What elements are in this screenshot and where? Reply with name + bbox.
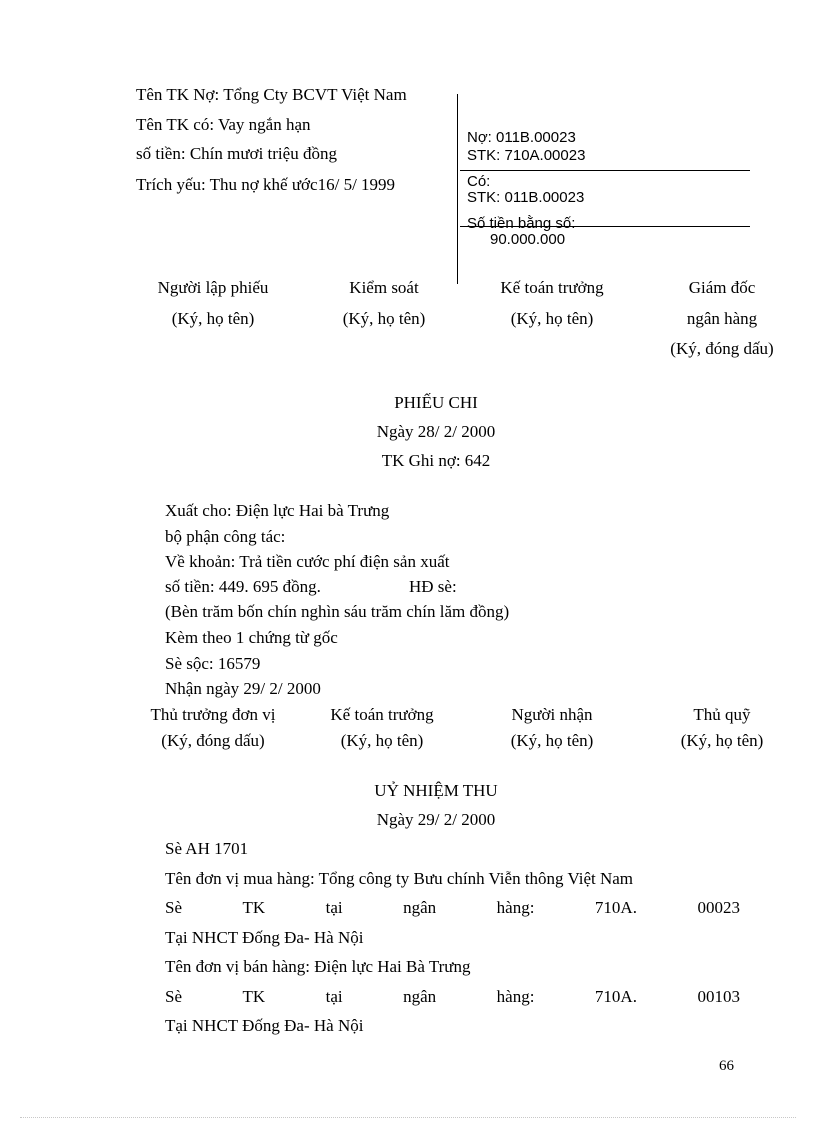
account-word: 00103	[697, 987, 740, 1006]
payment-slip-debit-account: TK Ghi nợ: 642	[381, 451, 491, 470]
account-word: Sè	[165, 898, 182, 917]
page-bottom-rule	[20, 1117, 796, 1118]
amount-in-words: số tiền: Chín mươi triệu đồng	[136, 144, 337, 163]
seller-name: Tên đơn vị bán hàng: Điện lực Hai Bà Trưng	[165, 957, 471, 976]
department: bộ phận công tác:	[165, 527, 286, 546]
signature-note: (Ký, họ tên)	[171, 309, 255, 328]
page-number: 66	[719, 1058, 734, 1074]
signature-note-2: (Ký, đóng dấu)	[670, 339, 774, 358]
seller-account-line	[165, 987, 740, 1007]
signature-note: (Ký, họ tên)	[680, 731, 764, 750]
signature-note: ngân hàng	[686, 309, 758, 328]
signature-note: (Ký, họ tên)	[510, 731, 594, 750]
signature-block	[330, 705, 433, 751]
signature-note: (Ký, đóng dấu)	[161, 731, 265, 750]
purpose: Về khoản: Trả tiền cước phí điện sản xuất	[165, 552, 450, 571]
voucher-divider-vertical	[457, 94, 458, 284]
account-word: 710A.	[594, 898, 637, 917]
account-word: TK	[242, 898, 266, 917]
credit-stk: STK: 011B.00023	[467, 189, 585, 206]
account-word: hàng:	[496, 987, 535, 1006]
received-date: Nhận ngày 29/ 2/ 2000	[165, 679, 321, 698]
payment-amount-words: (Bèn trăm bốn chín nghìn sáu trăm chín lăm đồng)	[165, 602, 510, 621]
credit-label: Có:	[467, 173, 491, 190]
invoice-number: HĐ sè:	[409, 577, 457, 596]
signature-block	[670, 278, 773, 359]
check-number: Sè sộc: 16579	[165, 654, 261, 673]
debit-number: Nợ: 011B.00023	[467, 129, 576, 146]
collection-order-title: UỶ NHIỆM THU	[374, 781, 498, 800]
credit-account-name: Tên TK có: Vay ngắn hạn	[136, 115, 311, 134]
signature-title: Giám đốc	[688, 278, 756, 297]
signature-note: (Ký, họ tên)	[510, 309, 594, 328]
amount-digits-label: Số tiền bằng số:	[467, 215, 576, 232]
signature-block	[500, 278, 603, 329]
signature-block	[511, 705, 594, 751]
account-word: tại	[325, 987, 343, 1006]
collection-order-date: Ngày 29/ 2/ 2000	[376, 810, 496, 829]
summary-line: Trích yếu: Thu nợ khế ước16/ 5/ 1999	[136, 175, 396, 194]
account-word: ngân	[403, 987, 437, 1006]
debit-stk: STK: 710A.00023	[467, 147, 586, 164]
signature-title: Người nhận	[511, 705, 593, 724]
buyer-bank: Tại NHCT Đống Đa- Hà Nội	[165, 928, 364, 947]
issue-to: Xuất cho: Điện lực Hai bà Trưng	[165, 501, 390, 520]
signature-block	[151, 705, 276, 751]
signature-block	[158, 278, 269, 329]
buyer-account-line	[165, 898, 740, 918]
signature-note: (Ký, họ tên)	[340, 731, 424, 750]
payment-slip-title: PHIẾU CHI	[394, 393, 478, 412]
signature-title: Người lập phiếu	[157, 278, 269, 297]
account-word: tại	[325, 898, 343, 917]
signature-block	[681, 705, 764, 751]
account-word: ngân	[403, 898, 437, 917]
attachments: Kèm theo 1 chứng từ gốc	[165, 628, 338, 647]
signature-title: Kế toán trưởng	[330, 705, 434, 724]
seller-bank: Tại NHCT Đống Đa- Hà Nội	[165, 1016, 364, 1035]
signature-note: (Ký, họ tên)	[342, 309, 426, 328]
voucher-divider-1	[460, 170, 750, 171]
collection-order-number: Sè AH 1701	[165, 839, 249, 858]
payment-slip-date: Ngày 28/ 2/ 2000	[376, 422, 496, 441]
signature-title: Thủ quỹ	[693, 705, 751, 724]
account-word: 00023	[697, 898, 740, 917]
signature-block	[343, 278, 426, 329]
account-word: TK	[242, 987, 266, 1006]
payment-amount: số tiền: 449. 695 đồng.	[165, 577, 321, 596]
buyer-name: Tên đơn vị mua hàng: Tổng công ty Bưu chính Viễn thông Việt Nam	[165, 869, 634, 888]
account-word: 710A.	[594, 987, 637, 1006]
account-word: hàng:	[496, 898, 535, 917]
signature-title: Thủ trưởng đơn vị	[150, 705, 276, 724]
signature-title: Kế toán trưởng	[500, 278, 604, 297]
signature-title: Kiểm soát	[349, 278, 419, 297]
debit-account-name: Tên TK Nợ: Tổng Cty BCVT Việt Nam	[136, 85, 407, 104]
account-word: Sè	[165, 987, 182, 1006]
amount-digits: 90.000.000	[490, 231, 566, 248]
